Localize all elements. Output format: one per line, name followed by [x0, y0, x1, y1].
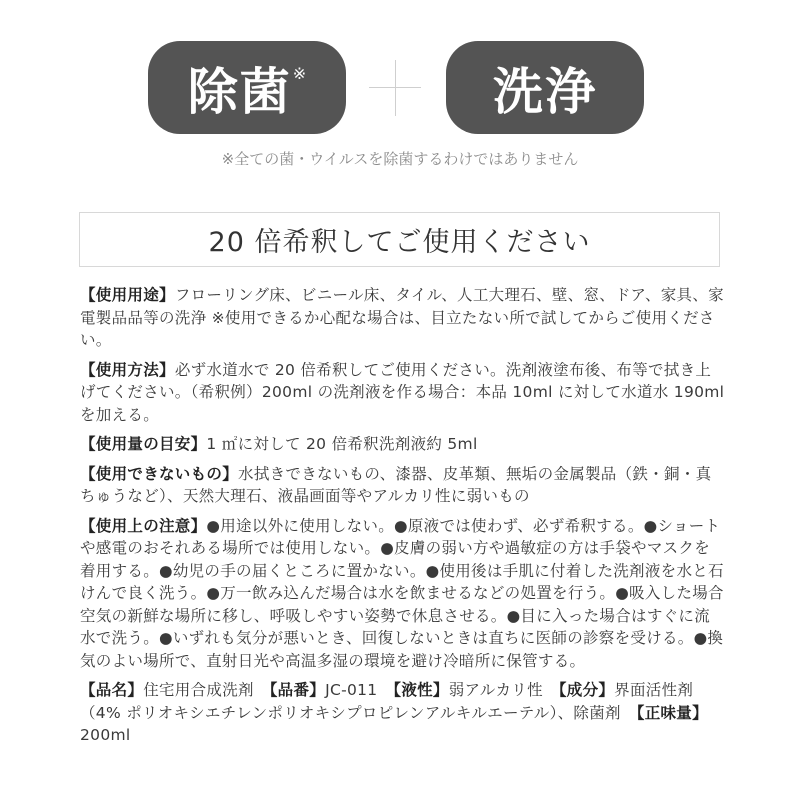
- section-text: 1 ㎡に対して 20 倍希釈洗剤液約 5ml: [206, 435, 478, 453]
- section-label: 【使用量の目安】: [80, 435, 207, 453]
- liquid-nature-label: 【液性】: [393, 681, 449, 699]
- section-text: フローリング床、ビニール床、タイル、人工大理石、壁、窓、ドア、家具、家電製品品等の洗浄 ※使用できるか心配な場合は、目立たない所で試してからご使用ください。: [80, 286, 724, 349]
- section-label: 【使用用途】: [80, 286, 175, 304]
- usage-instructions: [80, 284, 725, 754]
- net-volume-value: 200ml: [80, 726, 131, 744]
- product-info: [80, 679, 725, 747]
- section-unusable: [80, 463, 725, 508]
- ingredients-label: 【成分】: [558, 681, 615, 699]
- net-volume-label: 【正味量】: [636, 703, 708, 722]
- section-purpose: [80, 284, 725, 352]
- dilution-heading: [79, 212, 720, 267]
- product-number-label: 【品番】: [269, 681, 326, 699]
- disclaimer-note: ※全ての菌・ウイルスを除菌するわけではありません: [221, 150, 579, 168]
- section-text: 必ず水道水で 20 倍希釈してご使用ください。洗剤液塗布後、布等で拭き上げてください。（希釈例）200ml の洗剤液を作る場合：本品 10ml に対して水道水 190ml を加える。: [80, 360, 725, 424]
- section-text: ●用途以外に使用しない。●原液では使わず、必ず希釈する。●ショートや感電のおそれある場所では使用しない。●皮膚の弱い方や過敏症の方は手袋やマスクを着用する。●幼児の手の届くところに置かない。●使用後は手肌に付着した洗剤液を水と石けんで良く洗う。●万一飲み込んだ場合は水を飲ませるなどの処置を行う。●吸入した場合空気の新鮮な場所に移し、呼吸しやすい姿勢で休息させる。●目に入った場合はすぐに流水で洗う。●いずれも気分が悪いとき、回復しないときは直ちに医師の診察を受ける。●換気のよい場所で、直射日光や高温多湿の環境を避け冷暗所に保管する。: [80, 516, 724, 670]
- section-amount: [80, 433, 725, 456]
- ingredients-value: 界面活性剤（4% ポリオキシエチレンポリオキシプロピレンアルキルエーテル）、除菌剤: [80, 681, 694, 722]
- sterilization-badge: [148, 41, 346, 134]
- cleaning-badge: [446, 41, 644, 134]
- section-label: 【使用できないもの】: [80, 464, 239, 483]
- sterilization-note-mark: ※: [292, 64, 307, 83]
- section-label: 【使用方法】: [80, 360, 175, 379]
- sterilization-label: 除菌: [187, 62, 292, 121]
- dilution-heading-text: 20 倍希釈してご使用ください: [208, 227, 591, 258]
- section-text: 水拭きできないもの、漆器、皮革類、無垢の金属製品（鉄・銅・真ちゅうなど）、天然大理石、液晶画面等やアルカリ性に弱いもの: [80, 464, 712, 505]
- section-method: [80, 359, 725, 427]
- product-number-value: JC-011: [325, 681, 378, 699]
- liquid-nature-value: 弱アルカリ性: [448, 681, 543, 699]
- product-name-label: 【品名】: [80, 681, 144, 699]
- product-name-value: 住宅用合成洗剤: [143, 681, 254, 699]
- section-cautions: [80, 515, 725, 673]
- plus-icon-vertical: [395, 60, 396, 116]
- section-label: 【使用上の注意】: [80, 516, 207, 535]
- cleaning-label: 洗浄: [493, 62, 597, 121]
